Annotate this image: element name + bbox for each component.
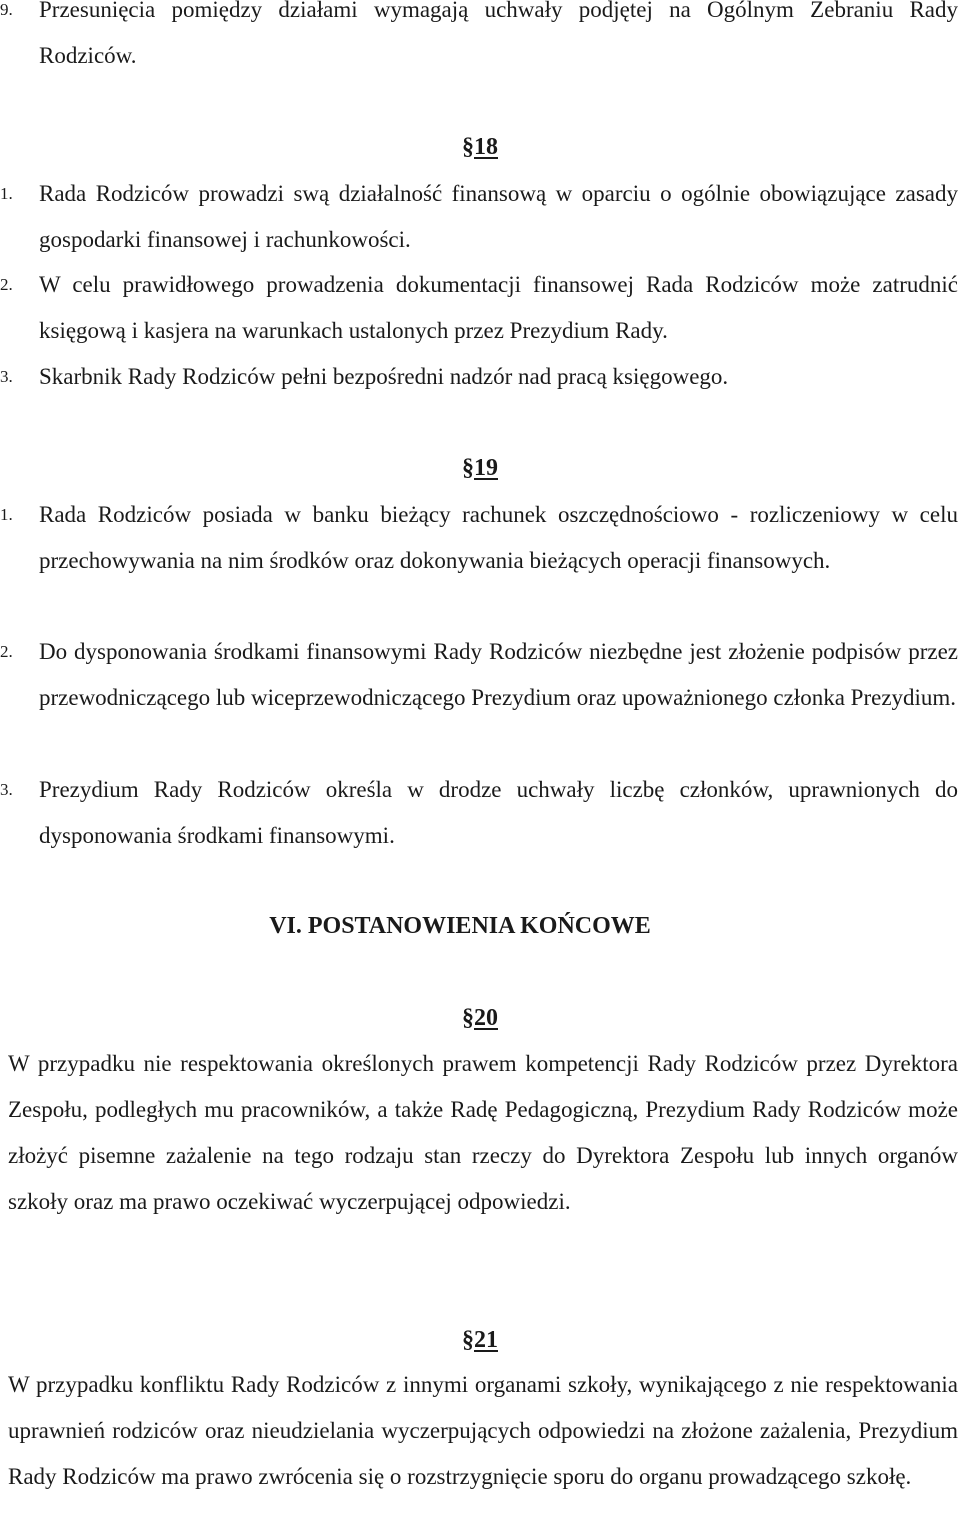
paragraph: W przypadku nie respektowania określonych prawem kompetencji Rady Rodziców przez Dyrektora Zespołu, podległych mu pracowników, a także Radę Pedagogiczną, Prezydium Rady Rodziców może złożyć pisemne zażalenie na tego rodzaju stan rzeczy do Dyrektora Zespołu lub innych organów szkoły oraz ma prawo oczekiwać wyczerpującej odpowiedzi. <box>8 1051 958 1214</box>
item-text: Do dysponowania środkami finansowymi Rady Rodziców niezbędne jest złożenie podpisów przez przewodniczącego lub wiceprzewodniczącego Prezydium oraz upoważnionego członka Prezydium. <box>39 639 958 710</box>
paragraph: W przypadku konfliktu Rady Rodziców z innymi organami szkoły, wynikającego z nie respektowania uprawnień rodziców oraz nieudzielania wyczerpujących odpowiedzi na złożone zażalenia, Prezydium Rady Rodziców ma prawo zwrócenia się o rozstrzygnięcie sporu do organu prowadzącego szkołę. <box>8 1372 958 1489</box>
section-symbol: § <box>462 134 474 160</box>
list-item <box>0 171 958 263</box>
list-item <box>0 767 958 859</box>
item-text: Rada Rodziców posiada w banku bieżący rachunek oszczędnościowo - rozliczeniowy w celu przechowywania na nim środków oraz dokonywania bieżących operacji finansowych. <box>39 502 958 573</box>
section-symbol: § <box>462 1005 474 1031</box>
item-number: 3. <box>0 367 13 386</box>
item-number: 3. <box>0 780 13 799</box>
section-heading-18 <box>0 124 960 170</box>
item-text: W celu prawidłowego prowadzenia dokumentacji finansowej Rada Rodziców może zatrudnić księgową i kasjera na warunkach ustalonych przez Prezydium Rady. <box>39 272 958 343</box>
item-text: Prezydium Rady Rodziców określa w drodze uchwały liczbę członków, uprawnionych do dysponowania środkami finansowymi. <box>39 777 958 848</box>
list-item <box>0 492 958 584</box>
list-item <box>0 354 958 400</box>
item-number: 2. <box>0 642 13 661</box>
item-number: 1. <box>0 184 13 203</box>
item-text: Skarbnik Rady Rodziców pełni bezpośredni nadzór nad pracą księgowego. <box>39 364 729 389</box>
list-item <box>0 262 958 354</box>
section-heading-20 <box>0 995 960 1041</box>
item-number: 1. <box>0 505 13 524</box>
section-symbol: § <box>462 455 474 481</box>
section-number: 21 <box>474 1327 498 1353</box>
section-number: 20 <box>474 1005 498 1031</box>
list-item <box>0 0 958 79</box>
item-text: Przesunięcia pomiędzy działami wymagają uchwały podjętej na Ogólnym Zebraniu Rady Rodziców. <box>39 0 958 68</box>
section-number: 19 <box>474 455 498 481</box>
section-heading-19 <box>0 445 960 491</box>
item-text: Rada Rodziców prowadzi swą działalność finansową w oparciu o ogólnie obowiązujące zasady gospodarki finansowej i rachunkowości. <box>39 181 958 252</box>
item-number: 2. <box>0 275 13 294</box>
chapter-heading: VI. POSTANOWIENIA KOŃCOWE <box>269 913 651 939</box>
section-number: 18 <box>474 134 498 160</box>
item-number: 9. <box>0 0 13 19</box>
section-symbol: § <box>462 1327 474 1353</box>
section-heading-21 <box>0 1317 960 1363</box>
list-item <box>0 629 958 721</box>
